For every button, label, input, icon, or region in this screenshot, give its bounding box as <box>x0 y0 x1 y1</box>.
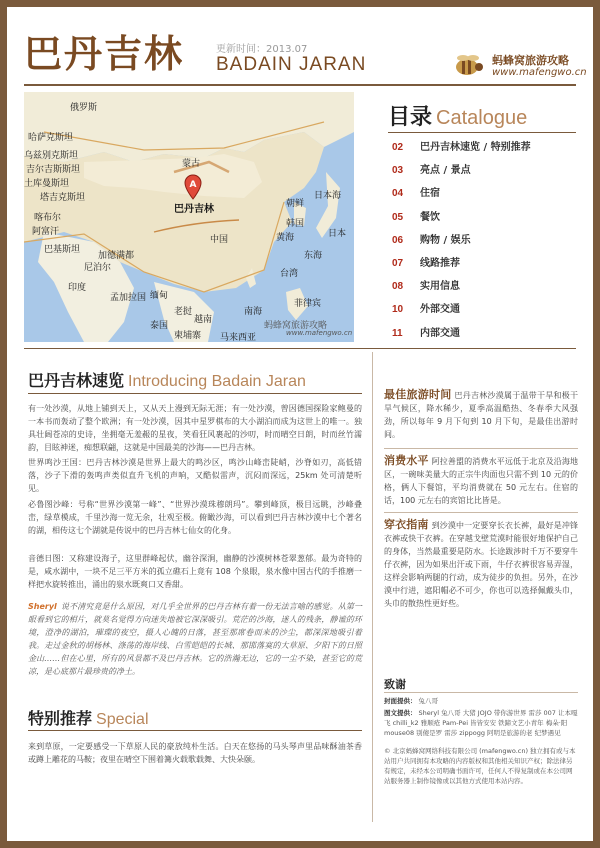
dress-label: 穿衣指南 <box>384 518 429 531</box>
cover-credit-label: 封面提供： <box>384 697 417 705</box>
map-label: 哈萨克斯坦 <box>28 133 74 143</box>
map-label: 越南 <box>194 315 213 325</box>
map-label: 日本海 <box>314 191 342 201</box>
update-date: 更新时间：2013.07 <box>216 44 308 55</box>
special-heading-cn: 特别推荐 <box>28 709 93 728</box>
catalogue-item-label: 餐饮 <box>420 211 440 223</box>
map-label: 印度 <box>68 283 87 293</box>
catalogue-page-number: 03 <box>392 165 404 177</box>
map-label: 东海 <box>304 251 323 261</box>
catalogue-page-number: 05 <box>392 211 404 223</box>
brand-logo-block <box>452 50 587 84</box>
cover-credit-name: 兔八哥 <box>418 697 438 705</box>
pin-marker-letter: A <box>189 180 197 190</box>
catalogue-item[interactable] <box>392 252 576 275</box>
catalogue-item[interactable] <box>392 159 576 182</box>
catalogue-page-number: 06 <box>392 234 404 246</box>
map-label: 尼泊尔 <box>84 263 112 273</box>
legal-notice: © 北京蚂蜂窝网络科技有限公司 (mafengwo.cn) 独立拥有或与本站用户共同拥有本攻略的内容版权和其他相关知识产权；除法律另有规定，未经本公司明确书面许可，任何人不得复制或在本公司网站服务器上制作镜像或以其他方式使用本站内容。 <box>384 747 576 785</box>
map-label: 马来西亚 <box>220 333 257 342</box>
map-label: 缅甸 <box>150 291 169 301</box>
map-label: 菲律宾 <box>294 299 322 309</box>
map-label: 加德满都 <box>98 251 135 261</box>
map-label: 南海 <box>244 307 263 317</box>
map-label: 阿富汗 <box>32 227 60 237</box>
intro-heading-en: Introducing Badain Jaran <box>128 373 306 390</box>
map-label: 日本 <box>328 229 347 239</box>
catalogue-item[interactable] <box>392 322 576 345</box>
map-label: 朝鲜 <box>286 199 305 209</box>
location-pin-icon <box>184 174 202 200</box>
best-time-label: 最佳旅游时间 <box>384 388 452 401</box>
cover-credit <box>384 696 578 706</box>
catalogue-page-number: 11 <box>392 327 403 339</box>
dress-info <box>384 518 578 610</box>
column-divider <box>372 352 373 822</box>
info-rule <box>384 448 578 449</box>
map-label: 土库曼斯坦 <box>24 179 70 189</box>
map-label: 蒙古 <box>182 159 201 169</box>
map-label: 柬埔寨 <box>174 331 202 341</box>
photo-credits <box>384 708 578 738</box>
intro-paragraph: 必鲁图沙峰：号称“世界沙漠第一峰”、“世界沙漠珠穆朗玛”。攀到峰顶，极目远眺，沙峰叠峦，绿草模成，千里沙海一览无余，壮观至极。俯瞰沙海，可以看到巴丹吉林沙漠中七个著名的湖，相传这七个湖就是传说中的巴丹吉林七仙女的化身。 <box>28 500 362 535</box>
photo-credits-label: 图文提供： <box>384 709 417 717</box>
catalogue-item[interactable] <box>392 275 576 298</box>
map-city-label: 巴丹吉林 <box>174 204 214 215</box>
map-label: 巴基斯坦 <box>44 245 81 255</box>
brand-name: 蚂蜂窝旅游攻略 <box>492 54 569 67</box>
map-label: 俄罗斯 <box>70 103 98 113</box>
catalogue-page-number: 04 <box>392 188 404 200</box>
map-label: 塔吉克斯坦 <box>40 193 86 203</box>
map-label: 老挝 <box>174 307 193 317</box>
map-label: 乌兹别克斯坦 <box>24 151 79 161</box>
catalogue-item[interactable] <box>392 229 576 252</box>
cost-info <box>384 454 578 507</box>
catalogue-item-label: 内部交通 <box>420 327 460 339</box>
catalogue-item-label: 实用信息 <box>420 281 460 293</box>
quote-text: 说不清究竟是什么原因，对几乎全世界的巴丹吉林有着一份无法言喻的感觉。从第一眼看到它的相片，就莫名觉得方向迷失地被它深深吸引。荒茫的沙海，迷人的残条，静谧的环境，澄净的湖泊，璀璨的夜空，摄人心魄的日落，甚至那席卷而来的沙尘，都深深地吸引着我。走过金秋的胡杨林、涤荡的海岸线、白雪皑皑的长城、那邯落寞的大草原、夕阳下的日照金山……但在心里，所有的风景都不及巴丹吉林。它的浩瀚无边，它的一尘不染，甚至它的荒凉，是心底那片最珍贵的净土。 <box>28 602 362 676</box>
map-watermark: 蚂蜂窝旅游攻略 <box>264 321 328 331</box>
catalogue-item-label: 购物 / 娱乐 <box>420 234 471 246</box>
catalogue-page-number: 08 <box>392 281 404 293</box>
map-watermark-url: www.mafengwo.cn <box>286 329 353 337</box>
intro-quote-block <box>28 600 362 678</box>
photo-credits-names: Sheryl 兔八哥 大猪 JOJO 带你游世界 雷莎 007 让本嘎飞 chilli_k2 雅顺疮 Pam-Pei 皆皆安安 铁蹄文艺小青年 梅朵·阳 mouse08 别傻是罗 雷莎 zippogg 阿明是旅游的老 纪梦遇见 <box>384 709 578 737</box>
location-map <box>24 92 354 342</box>
info-rule <box>384 512 578 513</box>
page-title: 巴丹吉林 <box>24 32 185 76</box>
special-heading <box>28 706 149 729</box>
best-time-info <box>384 388 578 441</box>
catalogue-title-en: Catalogue <box>436 107 528 129</box>
catalogue-item-label: 外部交通 <box>420 304 460 316</box>
catalogue-item[interactable] <box>392 298 576 321</box>
map-label: 喀布尔 <box>34 213 62 223</box>
header-rule <box>24 84 576 86</box>
catalogue-item[interactable] <box>392 182 576 205</box>
special-heading-en: Special <box>96 711 149 728</box>
catalogue-item-label: 住宿 <box>420 188 440 200</box>
catalogue-item-label: 巴丹吉林速览 / 特别推荐 <box>420 142 531 153</box>
map-label: 台湾 <box>280 269 299 279</box>
brand-url: www.mafengwo.cn <box>492 67 587 78</box>
cost-text: 阿拉善盟的消费水平远低于北京及沿海地区，一碗味美量大的正宗牛肉面也只需不到 10 元的价格，俩人下餐馆，平均消费就在 50 元左右。住宿的话，100 元左右的宾馆比比皆是。 <box>384 457 579 505</box>
catalogue-title-cn: 目录 <box>388 105 433 130</box>
catalogue-list <box>392 136 576 345</box>
intro-paragraph: 有一处沙漠，从地上铺到天上，又从天上漫到无际无涯；有一处沙漠，曾因德国探险家鲍曼的一本书而轰动了整个欧洲；有一处沙漠，因其中星罗棋布的大小湖泊而成为这世上的唯一。独具壮阔苍凉的史诗，坐拥毫无羞赧的星夜，笑看狂风裹起的沙叨，时而晴空日朗，时而丝竹濡韵，目眩神迷，痴想联翩，这就是中国最美的沙海——巴丹吉林。 <box>28 404 362 452</box>
best-time-text: 巴丹吉林沙漠属于温带干旱和极干旱气候区，降水稀少，夏季高温酷热、冬春季大风强劲，所以每年 9 月下旬到 10 月下旬，是最佳出游时间。 <box>384 391 578 439</box>
intro-rule <box>28 393 362 394</box>
map-label: 黄海 <box>276 233 295 243</box>
quote-author: Sheryl <box>28 602 57 611</box>
catalogue-rule <box>388 132 576 133</box>
catalogue-page-number: 02 <box>392 142 404 153</box>
catalogue-item[interactable] <box>392 136 576 159</box>
special-rule <box>28 730 362 731</box>
section-rule <box>24 348 576 349</box>
catalogue-item-label: 线路推荐 <box>420 257 460 269</box>
map-label: 韩国 <box>286 219 305 229</box>
catalogue-item[interactable] <box>392 206 576 229</box>
intro-heading-cn: 巴丹吉林速览 <box>28 371 125 390</box>
catalogue-title <box>388 100 527 131</box>
dress-text: 到沙漠中一定要穿长衣长裤，最好是冲锋衣裤或快干衣裤。在穿越戈壁荒漠时能很好地保护自己的身体，当然最重要是防水。长途跋涉时千万不要穿牛仔衣裤，因为如果出汗或下雨，牛仔衣裤很容易弄湿，这样会影响两腿的行动，成为徒步的负担。另外，在沙漠中行进，遮阳帽必不可少，你也可以选择佩戴头巾，头巾的散热性更好些。 <box>384 521 579 608</box>
intro-heading <box>28 368 306 391</box>
thanks-rule <box>384 692 578 693</box>
catalogue-page-number: 10 <box>392 304 404 316</box>
map-label: 孟加拉国 <box>110 293 147 303</box>
intro-paragraph: 世界鸣沙王国：巴丹吉林沙漠是世界上最大的鸣沙区，鸣沙山峰峦陡峭，沙脊如刃，高低错落，沙子下滑的轰鸣声类似直升飞机的声响，又酷似雷声，沉闷而深远，25km 处可清楚听见。 <box>28 458 362 493</box>
map-label: 泰国 <box>150 321 169 331</box>
map-label: 吉尔吉斯斯坦 <box>26 165 81 175</box>
catalogue-page-number: 07 <box>392 257 404 269</box>
special-paragraph: 来到草原，一定要感受一下草原人民的豪放纯朴生活。白天在悠扬的马头琴声里品味酥油茶香或蹲上雕花的马鞍；夜里在晴空下围着篝火载歌载舞、大快朵颐。 <box>28 742 362 764</box>
catalogue-item-label: 亮点 / 景点 <box>420 165 471 177</box>
bee-logo-icon <box>452 54 486 78</box>
intro-paragraph: 音德日图：又称建设海子，这里群峰起伏，幽谷深涧，幽静的沙漠树林苍翠葱郁。最为奇特的是，咸水湖中，一块不足三平方米的孤立礁石上竟有 108 个泉眼，泉水像中国古代的手推磨一样把水旋转推出，涌出的泉水既爽口又香甜。 <box>28 554 362 589</box>
cost-label: 消费水平 <box>384 454 429 467</box>
thanks-heading: 致谢 <box>384 678 406 691</box>
map-label: 中国 <box>210 235 229 245</box>
page-title-en: BADAIN JARAN <box>216 54 367 75</box>
